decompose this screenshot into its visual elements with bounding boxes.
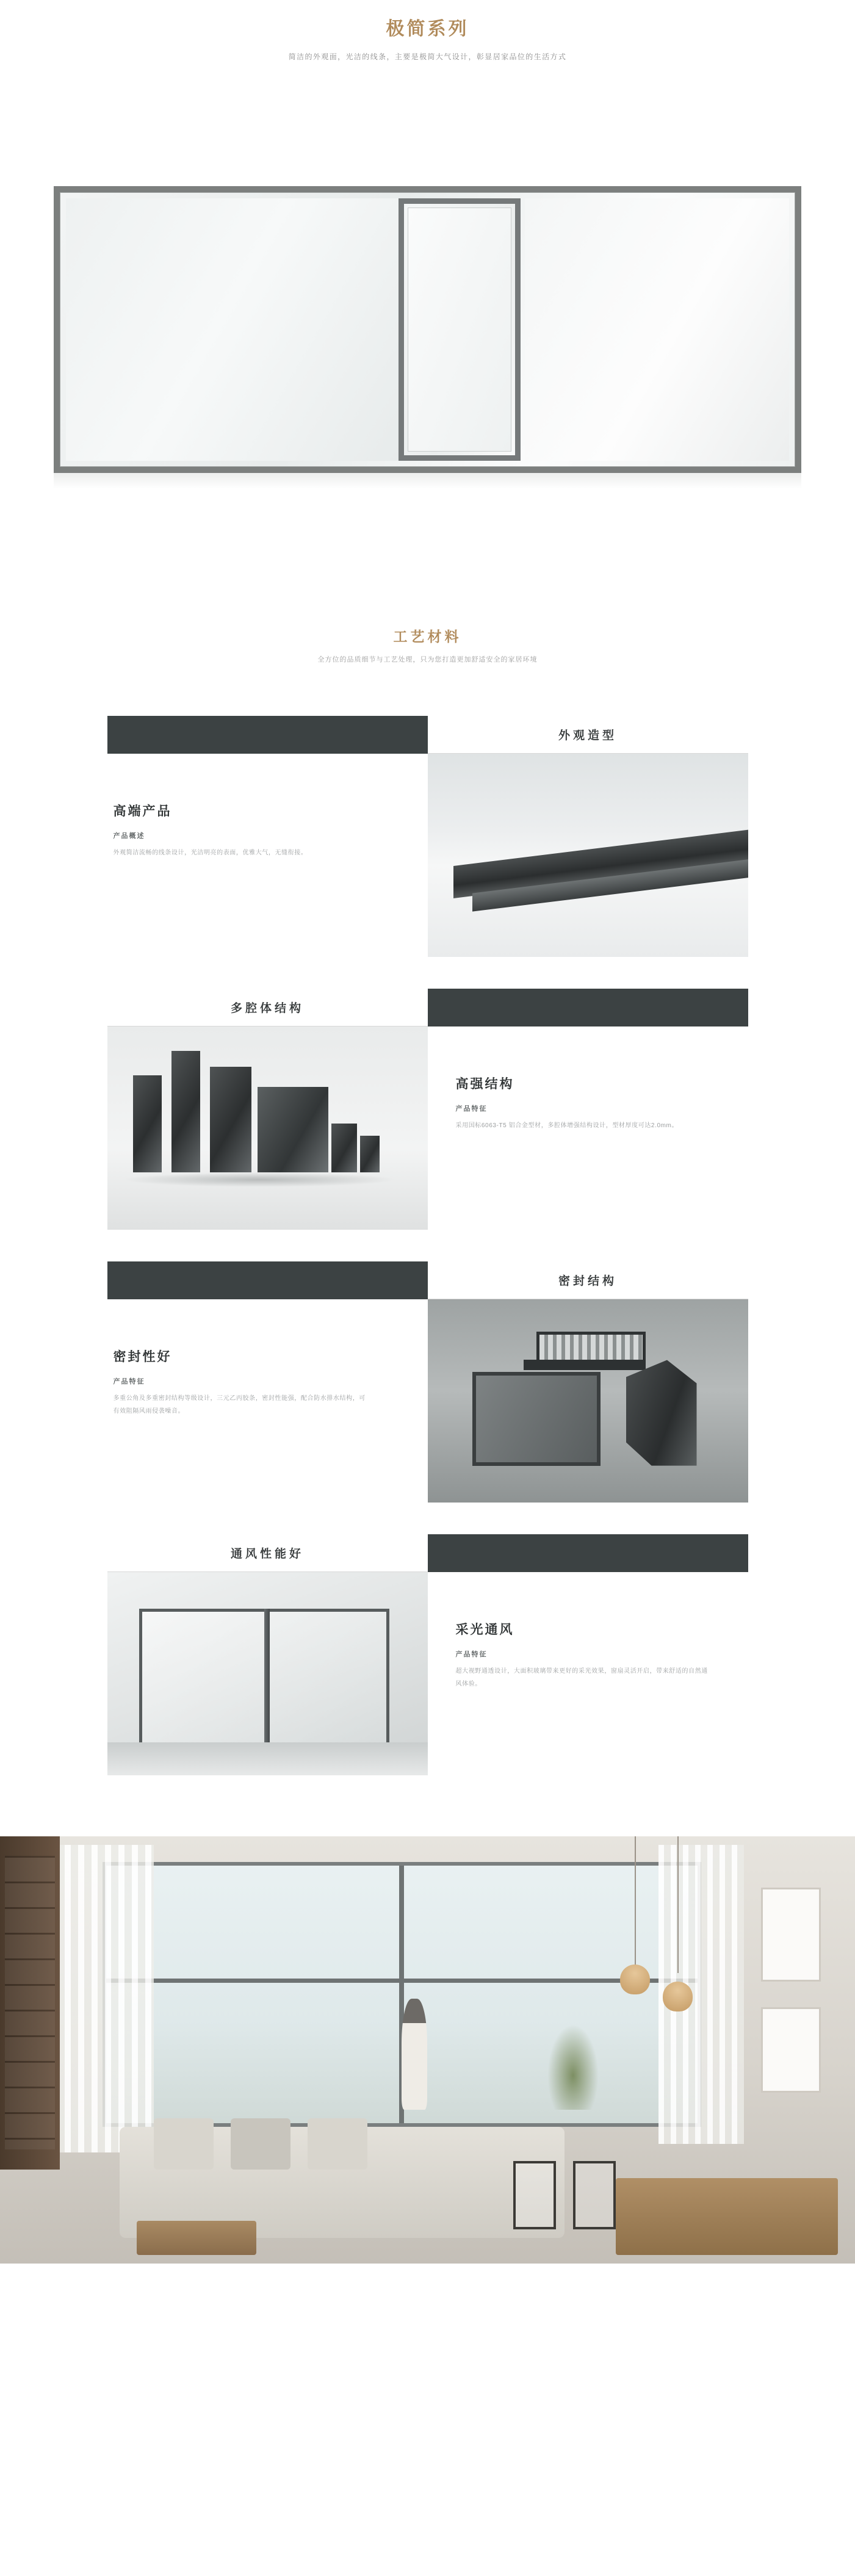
feature-bar-label: 通风性能好 — [230, 1547, 304, 1560]
wall-art-frame — [761, 2007, 821, 2093]
door-mullion — [264, 1609, 270, 1747]
feature-bar-label: 外观造型 — [558, 729, 617, 742]
feature-image-block — [107, 1534, 428, 1775]
feature-bar-light — [107, 1534, 428, 1572]
feature-bar-dark — [107, 716, 428, 754]
person-silhouette — [402, 1999, 427, 2110]
plant — [547, 2024, 599, 2110]
feature-body — [428, 1026, 748, 1230]
hero-section — [0, 0, 855, 64]
feature-text-block — [428, 989, 748, 1230]
feature-kicker: 产品特征 — [455, 1105, 488, 1113]
profile-block — [360, 1136, 380, 1172]
feature-row — [107, 716, 748, 957]
coffee-table — [137, 2221, 256, 2255]
wall-art-frame — [761, 1888, 821, 1982]
dining-chair — [573, 2161, 616, 2229]
page-subtitle: 简洁的外观面，光洁的线条，主要是极简大气设计，彰显居家品位的生活方式 — [288, 52, 567, 61]
window-pane-left — [66, 198, 416, 461]
profile-block — [133, 1075, 162, 1173]
hero-window-image — [54, 186, 801, 473]
feature-heading: 采光通风 — [455, 1622, 514, 1637]
feature-kicker: 产品特征 — [113, 1377, 145, 1385]
craft-subtitle: 全方位的品质细节与工艺处理，只为您打造更加舒适安全的家居环境 — [317, 655, 538, 663]
feature-text-block — [107, 1261, 428, 1503]
feature-body — [107, 754, 428, 957]
feature-list — [107, 716, 748, 1775]
profile-shadow — [123, 1172, 395, 1186]
bookshelf — [0, 1836, 60, 2170]
window-sash — [399, 198, 521, 461]
window-sill-profile-photo — [428, 754, 748, 957]
seal-bar — [524, 1360, 646, 1370]
feature-image-block — [107, 989, 428, 1230]
dining-table — [616, 2178, 838, 2255]
feature-bar-light — [107, 989, 428, 1026]
profile-block — [258, 1087, 328, 1172]
feature-kicker: 产品概述 — [113, 832, 145, 840]
feature-kicker: 产品特征 — [455, 1650, 488, 1658]
craft-title: 工艺材料 — [393, 628, 462, 644]
feature-heading: 高强结构 — [455, 1077, 514, 1091]
feature-description: 采用国标6063-T5 铝合金型材，多腔体增强结构设计，型材厚度可达2.0mm。 — [455, 1122, 679, 1129]
feature-bar-label: 多腔体结构 — [230, 1001, 304, 1015]
cushion — [154, 2118, 214, 2170]
feature-bar-dark — [107, 1261, 428, 1299]
pendant-lamp — [663, 1982, 693, 2011]
seal-gasket-strip — [536, 1332, 646, 1364]
profile-block — [171, 1051, 200, 1173]
aluminium-extrusion-blocks-photo — [107, 1026, 428, 1230]
curtain-left — [51, 1845, 154, 2152]
window-frame — [54, 186, 801, 473]
pendant-lamp — [620, 1964, 650, 1994]
feature-text-block — [107, 716, 428, 957]
feature-description: 多重公角及多重密封结构等级设计，三元乙丙胶条，密封性能强，配合防水排水结构，可有效阻隔风雨侵袭噪音。 — [113, 1394, 366, 1415]
profile-block — [331, 1124, 357, 1172]
dining-chair — [513, 2161, 556, 2229]
cushion — [308, 2118, 367, 2170]
page-title: 极简系列 — [386, 19, 469, 39]
feature-heading: 密封性好 — [113, 1349, 172, 1364]
cushion — [231, 2118, 290, 2170]
feature-description: 超大视野通透设计，大面积玻璃带来更好的采光效果，窗扇灵活开启，带来舒适的自然通风体验。 — [455, 1667, 708, 1687]
seal-side-profile — [626, 1360, 697, 1465]
feature-bar-light — [428, 1261, 748, 1299]
living-room-lifestyle-photo — [0, 1836, 855, 2264]
feature-body — [428, 1572, 748, 1775]
sealed-profile-cutaway-photo — [428, 1299, 748, 1503]
feature-bar-dark — [428, 1534, 748, 1572]
feature-row — [107, 1534, 748, 1775]
profile-block — [210, 1067, 251, 1172]
window-shadow — [54, 473, 801, 489]
feature-image-block — [428, 716, 748, 957]
feature-text-block — [428, 1534, 748, 1775]
feature-bar-light — [428, 716, 748, 754]
feature-body — [107, 1299, 428, 1503]
feature-row — [107, 989, 748, 1230]
feature-description: 外观简洁流畅的线条设计，光洁明亮的表面，优雅大气，无缝衔接。 — [113, 849, 308, 856]
feature-image-block — [428, 1261, 748, 1503]
large-sliding-door-photo — [107, 1572, 428, 1775]
craft-section-header — [0, 626, 855, 664]
feature-row — [107, 1261, 748, 1503]
door-floor — [107, 1742, 428, 1775]
feature-bar-dark — [428, 989, 748, 1026]
pendant-cord — [677, 1836, 679, 1973]
feature-bar-label: 密封结构 — [558, 1274, 617, 1288]
window-sash-glass — [408, 207, 511, 452]
pendant-cord — [635, 1836, 636, 1973]
seal-chamber — [472, 1372, 601, 1465]
window-pane-right — [525, 198, 789, 461]
feature-heading: 高端产品 — [113, 804, 172, 818]
